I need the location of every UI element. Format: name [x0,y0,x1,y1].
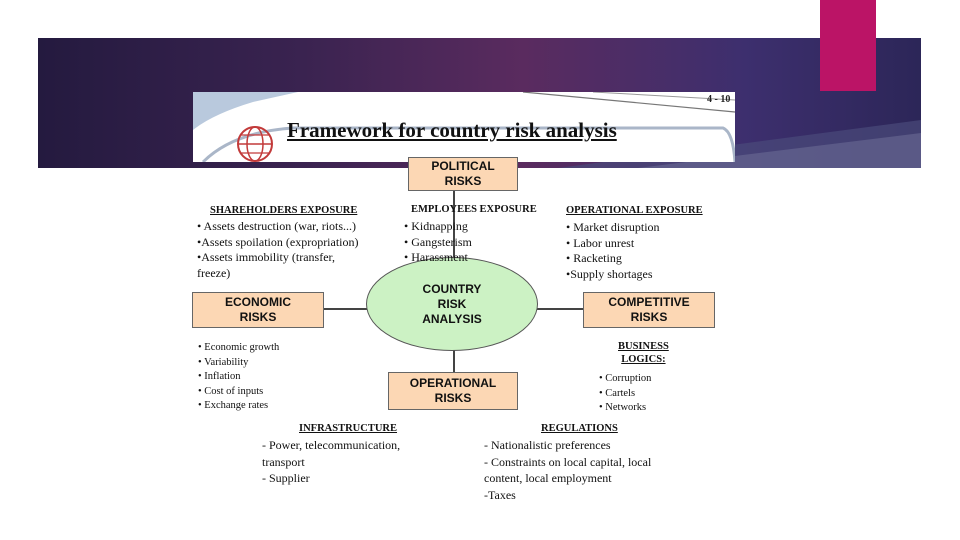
list-item: freeze) [197,265,231,280]
list-item: • Assets destruction (war, riots...) [197,219,357,233]
list-item: • Exchange rates [198,400,269,411]
list-item: -Taxes [484,487,516,502]
list-item: - Power, telecommunication, [262,438,401,452]
operational-risks-line-1: OPERATIONAL [409,376,497,390]
employees-exposure-header: EMPLOYEES EXPOSURE [411,204,537,215]
competitive-risks-line-2: RISKS [630,310,668,324]
list-item: •Supply shortages [566,266,653,281]
slide-header [193,92,735,162]
operational-exposure-header: OPERATIONAL EXPOSURE [566,205,703,216]
list-item: • Racketing [566,251,622,265]
regulations-header: REGULATIONS [541,423,618,434]
slide-page-number: 4 - 10 [707,94,731,105]
business-logics-list [599,372,651,416]
list-item: content, local employment [484,471,612,485]
list-item: • Variability [198,356,249,368]
list-item: - Constraints on local capital, local [484,454,652,469]
center-line-1: COUNTRY [422,281,482,296]
competitive-risks-box [583,292,715,328]
political-risks-line-1: POLITICAL [431,159,495,173]
infrastructure-header: INFRASTRUCTURE [299,423,398,434]
list-item: transport [262,454,305,469]
employees-exposure-list [404,219,472,266]
center-line-3: ANALYSIS [422,311,482,326]
list-item: • Labor unrest [566,235,635,250]
business-logics-header [618,340,669,366]
list-item: - Supplier [262,471,310,485]
business-logics-header-line-1: BUSINESS [618,341,669,352]
list-item: - Nationalistic preferences [484,438,611,452]
list-item: • Inflation [198,371,241,382]
list-item: • Networks [599,402,647,413]
regulations-list [484,437,651,503]
shareholders-exposure-header: SHAREHOLDERS EXPOSURE [210,205,358,216]
list-item: • Gangsterism [404,234,472,249]
list-item: • Cost of inputs [198,385,264,397]
country-risk-analysis-ellipse [366,257,538,351]
list-item: • Economic growth [198,342,280,353]
connector-bottom [453,350,455,372]
operational-exposure-list [566,220,660,282]
connector-left [323,308,368,310]
political-risks-line-2: RISKS [444,174,482,188]
list-item: • Kidnapping [404,219,468,233]
globe-logo-icon [233,122,283,162]
business-logics-header-line-2: LOGICS: [621,354,666,365]
economic-factors-list [198,341,279,414]
connector-right [536,308,584,310]
list-item: • Harassment [404,250,468,264]
economic-risks-line-1: ECONOMIC [225,295,291,309]
list-item: • Market disruption [566,220,660,234]
economic-risks-line-2: RISKS [239,310,277,324]
operational-risks-box [388,372,518,410]
accent-bar [820,0,876,91]
list-item: • Corruption [599,373,652,384]
list-item: • Cartels [599,387,636,399]
center-line-2: RISK [437,296,467,311]
shareholders-exposure-list [197,219,359,281]
list-item: •Assets spoilation (expropriation) [197,234,359,249]
infrastructure-list [262,437,400,487]
political-risks-box [408,157,518,191]
economic-risks-box [192,292,324,328]
competitive-risks-line-1: COMPETITIVE [608,295,690,309]
slide-title: Framework for country risk analysis [287,118,617,142]
operational-risks-line-2: RISKS [434,391,472,405]
list-item: •Assets immobility (transfer, [197,250,336,264]
